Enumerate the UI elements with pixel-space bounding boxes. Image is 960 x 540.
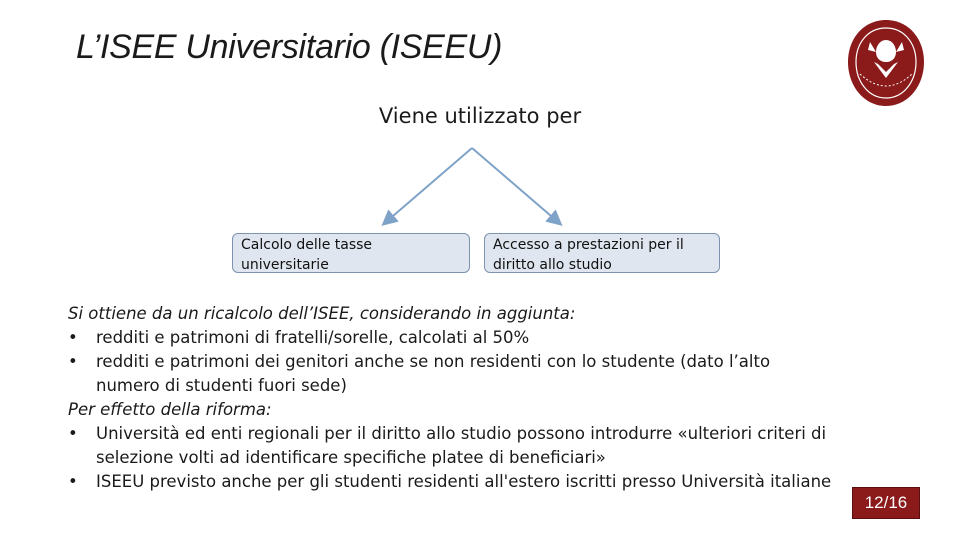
list-item bbox=[68, 470, 838, 494]
bullet-icon: • bbox=[68, 328, 78, 347]
list-item-text: ISEEU previsto anche per gli studenti residenti all'estero iscritti presso Università italiane bbox=[96, 472, 832, 491]
box-tuition-fees: Calcolo delle tasse universitarie bbox=[232, 233, 470, 273]
box-study-benefits: Accesso a prestazioni per il diritto allo studio bbox=[484, 233, 720, 273]
list-item bbox=[68, 326, 838, 350]
bullet-icon: • bbox=[68, 352, 78, 371]
bullet-icon: • bbox=[68, 472, 78, 491]
slide-subtitle: Viene utilizzato per bbox=[378, 104, 582, 128]
list-item bbox=[68, 350, 838, 398]
list-item-text: redditi e patrimoni di fratelli/sorelle, calcolati al 50% bbox=[96, 328, 530, 347]
list-item-text: redditi e patrimoni dei genitori anche se non residenti con lo studente (dato l’alto numero di studenti fuori sede) bbox=[96, 352, 771, 395]
intro-line: Si ottiene da un ricalcolo dell’ISEE, considerando in aggiunta: bbox=[68, 304, 576, 323]
body-text bbox=[68, 302, 838, 494]
down-arrow-icon bbox=[386, 148, 472, 222]
list-item bbox=[68, 422, 838, 470]
bullet-icon: • bbox=[68, 424, 78, 443]
down-arrow-icon bbox=[472, 148, 558, 222]
list-item-text: Università ed enti regionali per il diritto allo studio possono introdurre «ulteriori criteri di selezione volti ad identificare specifiche platee di beneficiari» bbox=[96, 424, 827, 467]
page-number-badge: 12/16 bbox=[852, 487, 920, 519]
slide-title: L’ISEE Universitario (ISEEU) bbox=[76, 28, 503, 66]
reform-intro-line: Per effetto della riforma: bbox=[68, 400, 272, 419]
